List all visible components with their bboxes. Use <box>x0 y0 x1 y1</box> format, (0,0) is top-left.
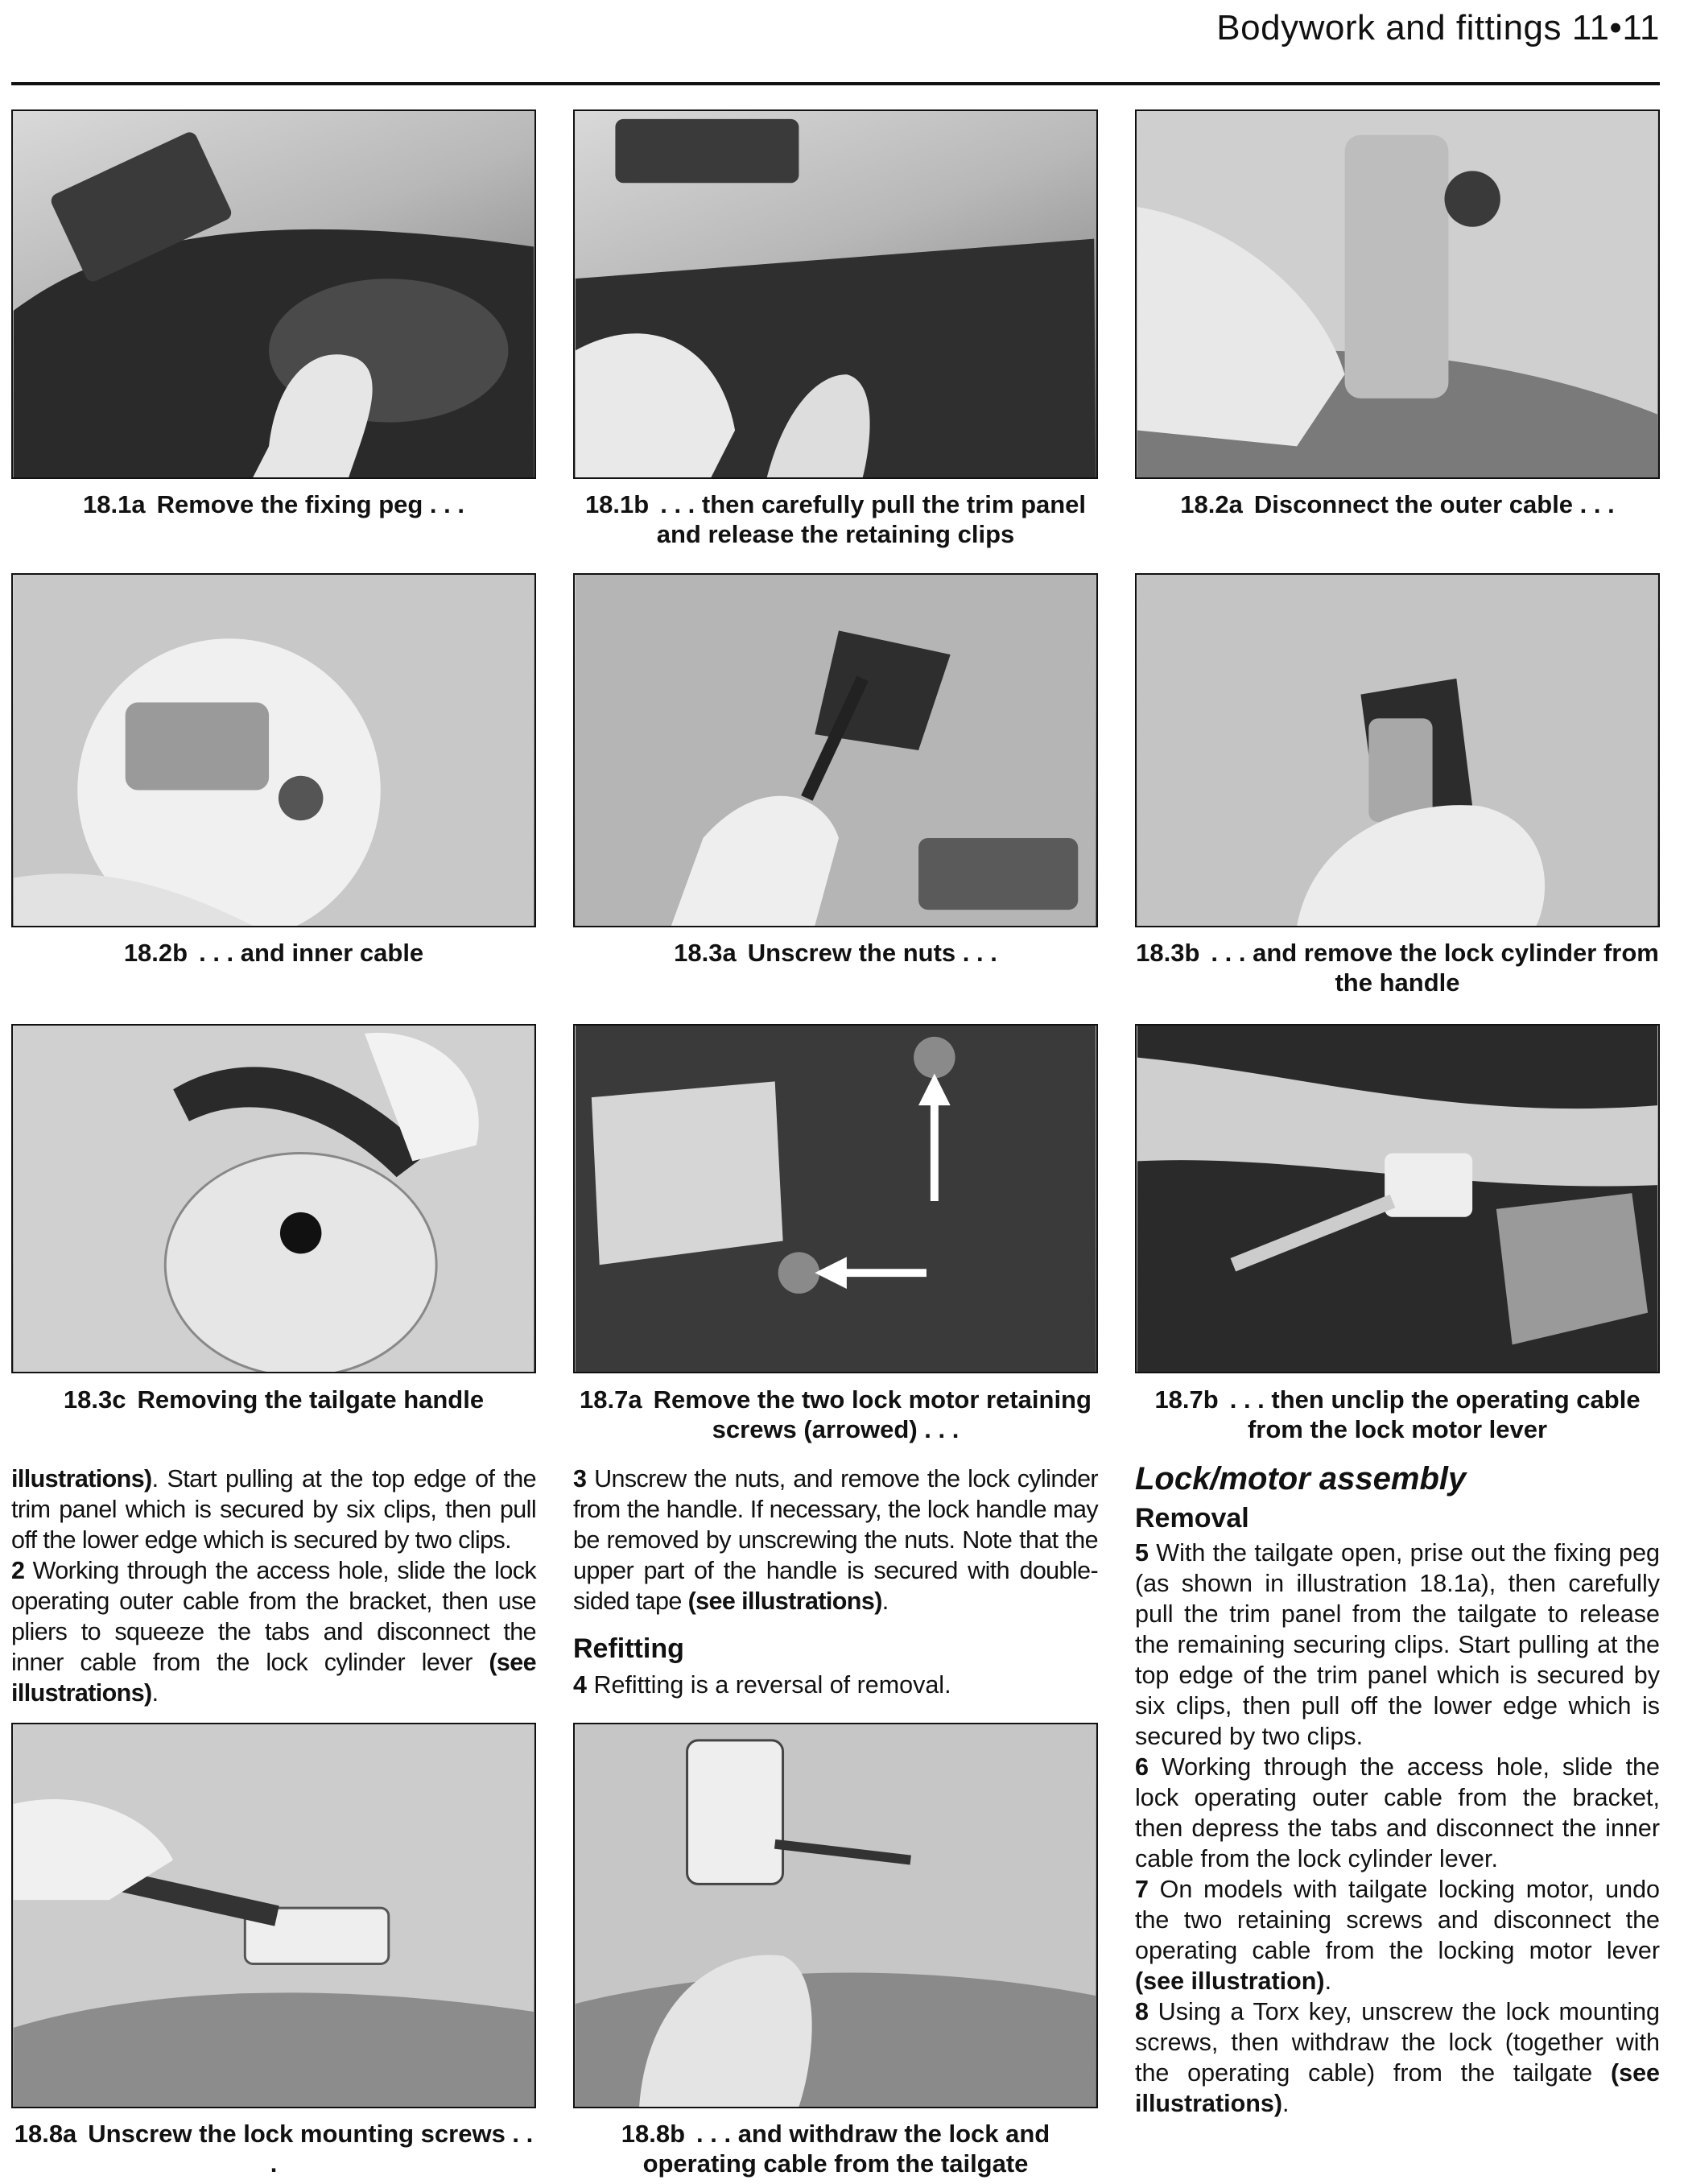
figure-18-8a-caption <box>11 2119 536 2178</box>
column-1-text <box>11 1464 536 1708</box>
page-header <box>11 0 1660 85</box>
column-2-text <box>573 1464 1098 1616</box>
figure-18-3c-photo <box>11 1024 536 1373</box>
screwdriver-nuts-photo-icon <box>575 575 1096 926</box>
figure-number: 18.7a <box>580 1385 642 1414</box>
paragraph-number: 6 <box>1135 1753 1149 1781</box>
removal-heading: Removal <box>1135 1503 1249 1534</box>
caption-text: Disconnect the outer cable . . . <box>1253 490 1615 518</box>
figure-18-3a-caption <box>573 938 1098 968</box>
figure-18-1a-photo <box>11 109 536 479</box>
caption-text: . . . then unclip the operating cable from the lock motor lever <box>1229 1385 1641 1443</box>
operating-cable-photo-icon <box>1137 1026 1658 1372</box>
figure-18-2a-caption <box>1135 489 1660 519</box>
figure-number: 18.1b <box>584 490 650 518</box>
column-2-refitting-text <box>573 1670 1098 1700</box>
figure-18-2b-caption <box>11 938 536 968</box>
paragraph-4 <box>573 1670 1098 1700</box>
figure-18-1b-caption <box>573 489 1098 549</box>
paragraph-text: . Start pulling at the top edge of the trim panel which is secured by six clips, then pull off the lower edge which is secured by two clips. <box>11 1465 536 1554</box>
ratchet-screws-photo-icon <box>13 1724 534 2107</box>
caption-text: . . . and inner cable <box>199 939 424 967</box>
figure-number: 18.3c <box>63 1385 126 1414</box>
figure-18-2a-photo <box>1135 109 1660 479</box>
lock-cylinder-photo-icon <box>1137 575 1658 926</box>
paragraph-text: Working through the access hole, slide the lock operating outer cable from the bracket, then use pliers to squeeze the tabs and disconnect the inner cable from the lock cylinder lever <box>11 1557 536 1676</box>
paragraph-number: 3 <box>573 1465 587 1492</box>
paragraph-text: Working through the access hole, slide the lock operating outer cable from the bracket, then depress the tabs and disconnect the inner cable from the lock cylinder lever. <box>1135 1753 1660 1872</box>
figure-18-8a-photo <box>11 1723 536 2108</box>
paragraph-number: 5 <box>1135 1539 1149 1567</box>
figure-18-8b-photo <box>573 1723 1098 2108</box>
punctuation: . <box>151 1679 159 1707</box>
bold-ref: (see illustrations) <box>11 1649 536 1707</box>
caption-text: Remove the fixing peg . . . <box>156 490 464 518</box>
paragraph-8 <box>1135 1996 1660 2119</box>
section-heading: Lock/motor assembly <box>1135 1461 1467 1497</box>
running-title: Bodywork and fittings 11•11 <box>1216 8 1660 47</box>
figure-18-3b-caption <box>1135 938 1660 997</box>
bold-ref: (see illustration) <box>1135 1967 1325 1995</box>
tailgate-handle-photo-icon <box>13 1026 534 1372</box>
caption-text: Removing the tailgate handle <box>137 1385 485 1414</box>
figure-18-7a-caption <box>573 1385 1098 1444</box>
punctuation: . <box>881 1587 889 1615</box>
figure-18-7b-caption <box>1135 1385 1660 1444</box>
paragraph-number: 8 <box>1135 1998 1149 2025</box>
figure-number: 18.2b <box>123 939 188 967</box>
paragraph-continued <box>11 1464 536 1555</box>
figure-number: 18.2a <box>1180 490 1243 518</box>
paragraph-number: 7 <box>1135 1876 1149 1903</box>
figure-number: 18.3a <box>674 939 737 967</box>
figure-number: 18.3b <box>1136 939 1200 967</box>
figure-number: 18.7b <box>1154 1385 1219 1414</box>
bold-ref: (see illustrations) <box>1135 2059 1660 2117</box>
paragraph-number: 2 <box>11 1557 25 1584</box>
paragraph-2 <box>11 1555 536 1708</box>
trim-panel-photo-icon <box>575 111 1096 477</box>
hand-removing-peg-photo-icon <box>13 111 534 477</box>
figure-18-3a-photo <box>573 573 1098 927</box>
paragraph-7 <box>1135 1874 1660 1996</box>
paragraph-number: 4 <box>573 1671 587 1699</box>
figure-18-1a-caption <box>11 489 536 519</box>
lock-motor-screws-photo-icon <box>575 1026 1096 1372</box>
figure-18-1b-photo <box>573 109 1098 479</box>
figure-18-7a-photo <box>573 1024 1098 1373</box>
figure-18-8b-caption <box>573 2119 1098 2178</box>
paragraph-3 <box>573 1464 1098 1616</box>
bold-ref: (see illustrations) <box>687 1587 882 1615</box>
bold-ref: illustrations) <box>11 1465 152 1492</box>
figure-18-7b-photo <box>1135 1024 1660 1373</box>
paragraph-text: Using a Torx key, unscrew the lock mounting screws, then withdraw the lock (together with the operating cable) from the tailgate <box>1135 1998 1660 2087</box>
caption-text: . . . then carefully pull the trim panel and release the retaining clips <box>656 490 1087 548</box>
caption-text: Unscrew the lock mounting screws . . . <box>88 2120 534 2178</box>
figure-number: 18.8a <box>14 2120 77 2148</box>
refitting-heading: Refitting <box>573 1633 684 1664</box>
outer-cable-photo-icon <box>1137 111 1658 477</box>
caption-text: Remove the two lock motor retaining screws (arrowed) . . . <box>653 1385 1092 1443</box>
caption-text: Unscrew the nuts . . . <box>747 939 997 967</box>
column-3-text <box>1135 1538 1660 2119</box>
paragraph-text: On models with tailgate locking motor, undo the two retaining screws and disconnect the operating cable from the locking motor lever <box>1135 1876 1660 1964</box>
paragraph-text: With the tailgate open, prise out the fixing peg (as shown in illustration 18.1a), then carefully pull the trim panel from the tailgate to release the remaining securing clips. Start pulling at the top edge of the trim panel which is secured by six clips, then pull off the lower edge which is secured by two clips. <box>1135 1539 1660 1750</box>
figure-number: 18.1a <box>83 490 146 518</box>
paragraph-text: Refitting is a reversal of removal. <box>586 1671 951 1699</box>
caption-text: . . . and withdraw the lock and operating cable from the tailgate <box>642 2120 1050 2178</box>
withdraw-lock-photo-icon <box>575 1724 1096 2107</box>
paragraph-text: Unscrew the nuts, and remove the lock cylinder from the handle. If necessary, the lock handle may be removed by unscrewing the nuts. Note that the upper part of the handle is secured with double-sided tape <box>573 1465 1098 1615</box>
figure-18-2b-photo <box>11 573 536 927</box>
figure-18-3b-photo <box>1135 573 1660 927</box>
caption-text: . . . and remove the lock cylinder from the handle <box>1211 939 1659 997</box>
paragraph-6 <box>1135 1752 1660 1874</box>
paragraph-5 <box>1135 1538 1660 1752</box>
figure-18-3c-caption <box>11 1385 536 1414</box>
inner-cable-photo-icon <box>13 575 534 926</box>
punctuation: . <box>1282 2090 1290 2117</box>
figure-number: 18.8b <box>621 2120 686 2148</box>
punctuation: . <box>1324 1967 1332 1995</box>
